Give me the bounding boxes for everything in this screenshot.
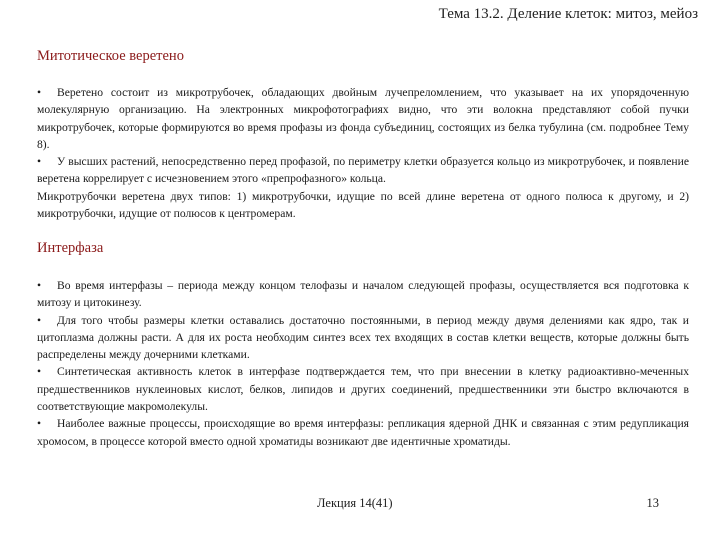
spindle-paragraph-1	[37, 84, 689, 153]
interphase-paragraph-3	[37, 363, 689, 415]
bullet-icon: •	[37, 86, 42, 99]
bullet-icon: •	[37, 279, 42, 292]
bullet-icon: •	[37, 313, 42, 327]
interphase-paragraph-1-text: Во время интерфазы – периода между концом телофазы и началом следующей профазы, осуществляется вся подготовка к митозу и цитокинезу.	[37, 279, 689, 310]
page-number: 13	[646, 496, 659, 510]
interphase-paragraph-4	[37, 415, 689, 450]
footer-lecture-label: Лекция 14(41)	[317, 496, 393, 510]
interphase-paragraph-1	[37, 277, 689, 312]
bullet-icon: •	[37, 365, 42, 379]
interphase-section-body	[37, 277, 689, 450]
interphase-paragraph-2	[37, 312, 689, 364]
interphase-paragraph-4-text: Наиболее важные процессы, происходящие во время интерфазы: репликация ядерной ДНК и связанная с этим редупликация хромосом, в процессе которой вместо одной хроматиды возникают две идентичные хроматиды.	[37, 417, 689, 448]
spindle-paragraph-1-text: Веретено состоит из микротрубочек, обладающих двойным лучепреломлением, что указывает на их упорядоченную молекулярную организацию. На электронных микрофотографиях видно, что эти волокна представляют собой пучки микротрубочек, которые формируются во время профазы из фонда субъединиц, состоящих из белка тубулина (см. подробнее Тему 8).	[37, 86, 689, 151]
spindle-section-body	[37, 84, 689, 222]
interphase-section-heading: Интерфаза	[37, 240, 104, 256]
interphase-paragraph-3-text: Синтетическая активность клеток в интерфазе подтверждается тем, что при внесении в клетку радиоактивно-меченных предшественников нуклеиновых кислот, белков, липидов и других соединений, предшественники эти быстро включаются в соответствующие макромолекулы.	[37, 365, 689, 414]
spindle-paragraph-3: Микротрубочки веретена двух типов: 1) микротрубочки, идущие по всей длине веретена от одного полюса к другому, и 2) микротрубочки, идущие от полюсов к центромерам.	[37, 189, 689, 221]
page-title: Тема 13.2. Деление клеток: митоз, мейоз	[438, 6, 698, 22]
interphase-paragraph-2-text: Для того чтобы размеры клетки оставались достаточно постоянными, в период между двумя делениями как ядро, так и цитоплазма должны расти. А для их роста необходим синтез всех тех входящих в состав клетки веществ, которые должны быть распределены между дочерними клетками.	[37, 313, 689, 362]
spindle-section-heading: Митотическое веретено	[37, 48, 184, 64]
spindle-paragraph-2	[37, 153, 689, 188]
bullet-icon: •	[37, 155, 42, 169]
spindle-paragraph-2-text: У высших растений, непосредственно перед профазой, по периметру клетки образуется кольцо из микротрубочек, и появление веретена коррелирует с исчезновением этого «препрофазного» кольца.	[37, 155, 689, 186]
bullet-icon: •	[37, 417, 42, 431]
